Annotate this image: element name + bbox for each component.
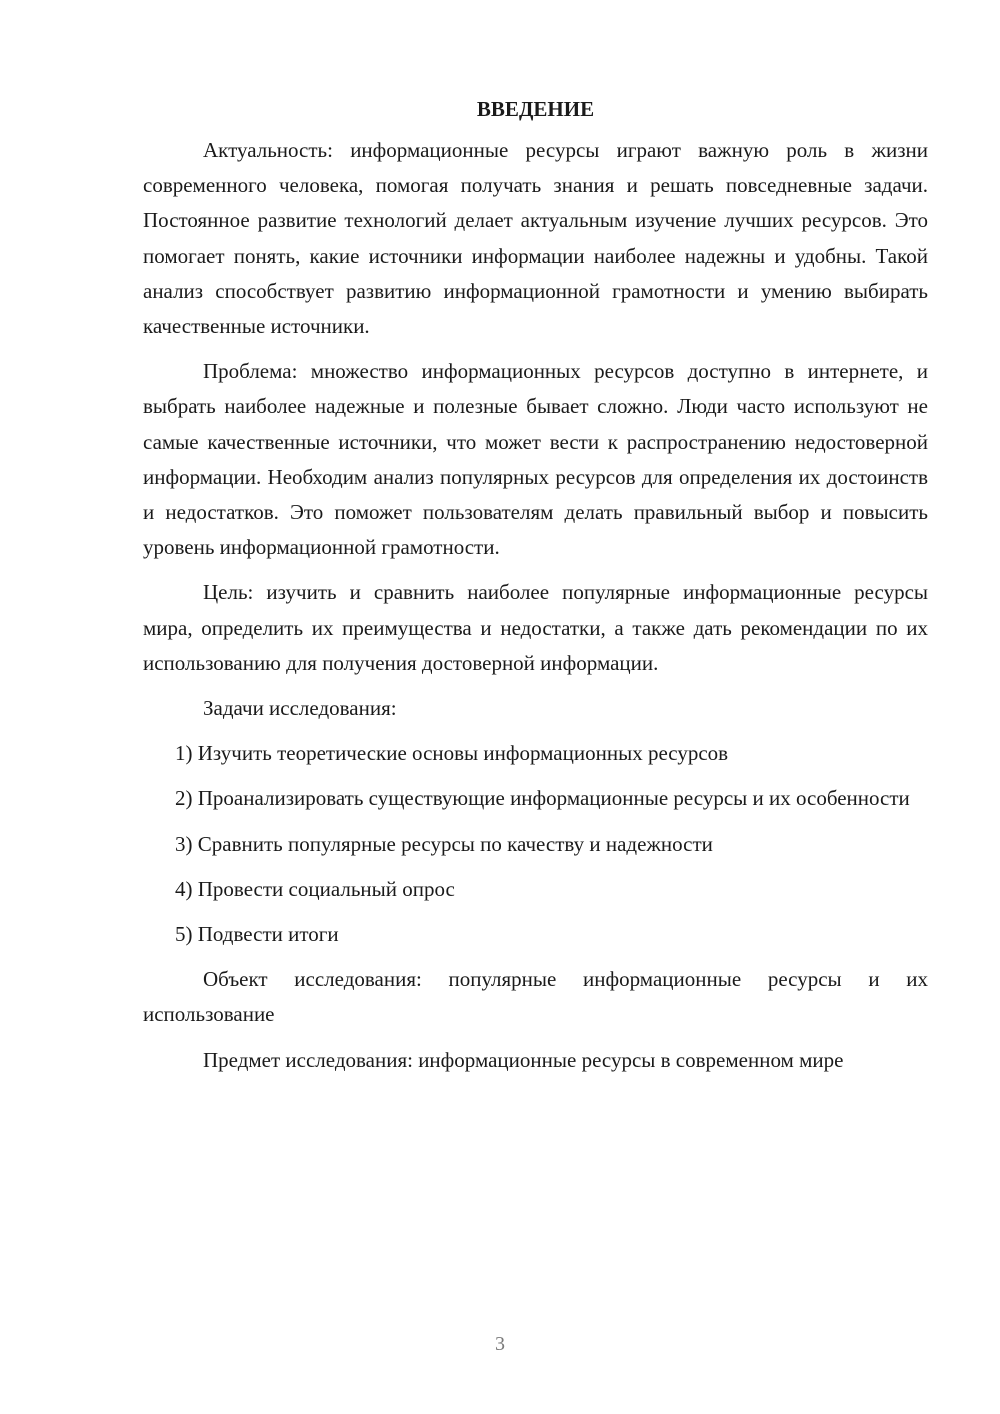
task-item-5: 5) Подвести итоги — [175, 922, 339, 947]
task-item-4: 4) Провести социальный опрос — [175, 876, 455, 901]
problem-paragraph: Проблема: множество информационных ресурсов доступно в интернете, и выбрать наиболее надежные и полезные бывает сложно. Люди часто используют не самые качественные источники, что может вести к распространению недостоверной информации. Необходим анализ популярных ресурсов для определения их достоинств и недостатков. Это поможет пользователям делать правильный выбор и повысить уровень информационной грамотности. — [143, 359, 928, 560]
task-item-2: 2) Проанализировать существующие информационные ресурсы и их особенности — [175, 786, 910, 811]
task-item-1: 1) Изучить теоретические основы информационных ресурсов — [175, 741, 729, 766]
document-page — [143, 92, 928, 1088]
goal-paragraph: Цель: изучить и сравнить наиболее популярные информационные ресурсы мира, определить их преимущества и недостатки, а также дать рекомендации по их использованию для получения достоверной информации. — [143, 580, 928, 675]
page-number: 3 — [495, 1333, 505, 1355]
object-paragraph: Объект исследования: популярные информационные ресурсы и их использование — [143, 967, 928, 1027]
subject-paragraph: Предмет исследования: информационные ресурсы в современном мире — [203, 1047, 844, 1072]
page-title: ВВЕДЕНИЕ — [476, 97, 595, 121]
task-item-3: 3) Сравнить популярные ресурсы по качеству и надежности — [175, 831, 713, 856]
relevance-paragraph: Актуальность: информационные ресурсы играют важную роль в жизни современного человека, помогая получать знания и решать повседневные задачи. Постоянное развитие технологий делает актуальным изучение лучших ресурсов. Это помогает понять, какие источники информации наиболее надежны и удобны. Такой анализ способствует развитию информационной грамотности и умению выбирать качественные источники. — [143, 138, 928, 339]
tasks-header: Задачи исследования: — [203, 696, 397, 721]
